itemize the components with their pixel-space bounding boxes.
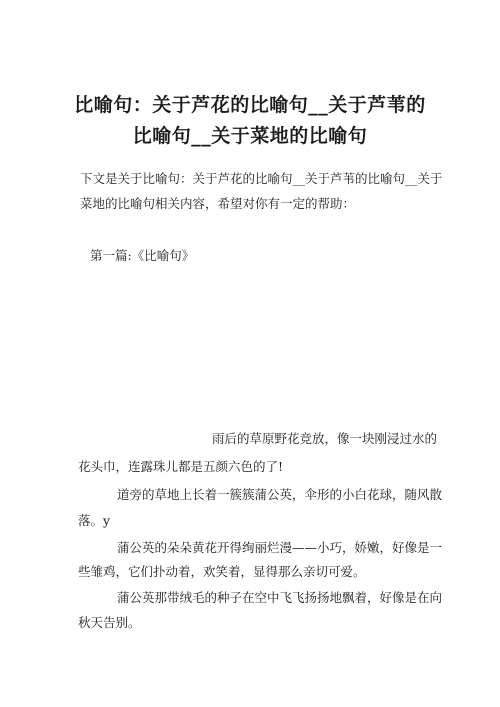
paragraph-1-line-2: 花头巾，连露珠儿都是五颜六色的了! — [78, 459, 284, 474]
intro-text-line-2: 菜地的比喻句相关内容，希望对你有一定的帮助： — [80, 196, 356, 211]
page-title-line-1: 比喻句：关于芦花的比喻句__关于芦苇的 — [74, 94, 426, 116]
paragraph-2-line-1: 道旁的草地上长着一簇簇蒲公英，伞形的小白花球，随风散 — [117, 487, 443, 502]
section-heading: 第一篇:《比喻句》 — [90, 248, 195, 263]
page-title-line-2: 比喻句__关于菜地的比喻句 — [132, 125, 368, 147]
paragraph-3-line-1: 蒲公英的朵朵黄花开得绚丽烂漫——小巧，娇嫩，好像是一 — [117, 540, 443, 555]
paragraph-4-line-1: 蒲公英那带绒毛的种子在空中飞飞扬扬地飘着，好像是在向 — [117, 590, 443, 605]
intro-text-line-1: 下文是关于比喻句：关于芦花的比喻句__关于芦苇的比喻句__关于 — [80, 171, 443, 186]
paragraph-1-line-1: 雨后的草原野花竞放，像一块刚浸过水的 — [212, 431, 438, 446]
paragraph-3-line-2: 些雏鸡，它们扑动着，欢笑着，显得那么亲切可爱。 — [78, 564, 366, 579]
paragraph-2-line-2: 落。y — [78, 513, 111, 528]
paragraph-4-line-2: 秋天告别。 — [78, 615, 141, 630]
